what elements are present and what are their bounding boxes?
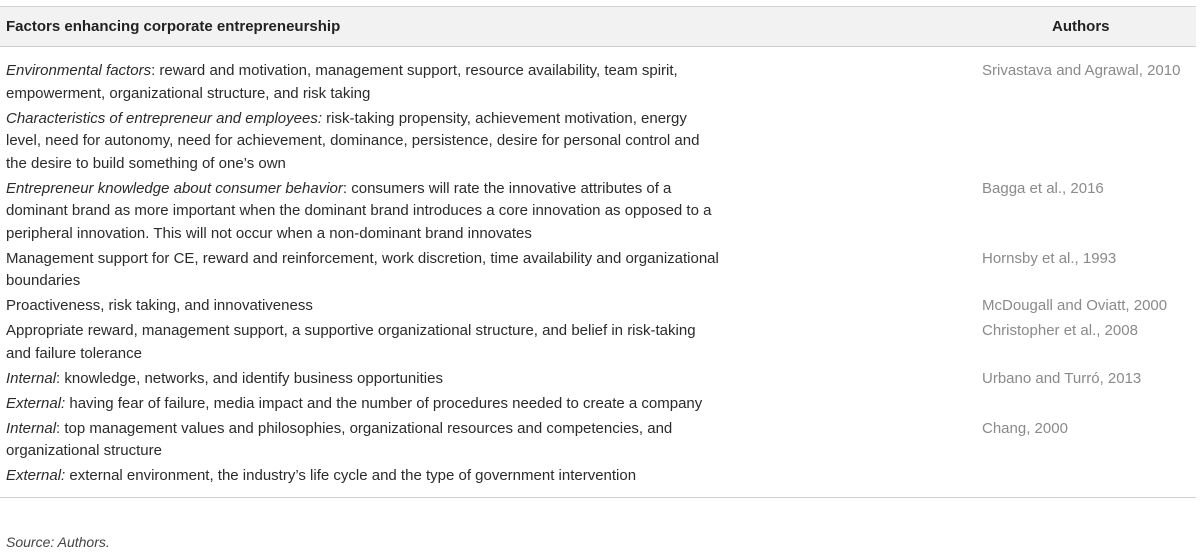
factor-cell	[6, 320, 722, 368]
factor-text: consumers will rate the innovative attributes of a dominant brand as more important when the dominant brand introduces a core innovation as opposed to a peripheral innovation. This will not occur when a non-dominant brand innovates	[6, 179, 712, 242]
table-row	[0, 248, 1196, 296]
table-header	[0, 7, 1196, 47]
factor-cell	[6, 393, 722, 418]
factor-category-label: Internal	[6, 419, 57, 437]
factor-text: Proactiveness, risk taking, and innovativeness	[6, 297, 313, 314]
table-source-note: Source: Authors.	[6, 534, 110, 550]
factor-text: reward and motivation, management support, resource availability, team spirit, empowerment, organizational structure, and risk taking	[6, 62, 678, 102]
factor-cell	[6, 418, 722, 466]
column-header-factors: Factors enhancing corporate entrepreneurship	[6, 18, 341, 35]
factor-text: having fear of failure, media impact and the number of procedures needed to create a company	[69, 394, 703, 412]
factor-category-label: Environmental factors	[6, 62, 152, 79]
factor-cell	[6, 295, 722, 320]
table-row	[0, 418, 1196, 466]
factor-category-label: External:	[6, 394, 66, 412]
author-cell: Bagga et al., 2016	[982, 179, 1104, 197]
factor-category-label: External:	[6, 467, 66, 484]
factor-cell	[6, 178, 722, 248]
factor-category-label: Characteristics of entrepreneur and employees:	[6, 109, 322, 127]
factor-category-label: Entrepreneur knowledge about consumer behavior	[6, 179, 343, 197]
table-row	[0, 60, 1196, 108]
author-cell: Chang, 2000	[982, 419, 1068, 437]
column-header-authors: Authors	[1052, 18, 1110, 35]
factor-separator: :	[342, 179, 352, 197]
author-cell: Hornsby et al., 1993	[982, 249, 1117, 267]
factors-table	[0, 6, 1196, 498]
factor-cell	[6, 108, 722, 178]
factor-cell	[6, 368, 722, 393]
factor-text: top management values and philosophies, organizational resources and competencies, and organizational structure	[6, 419, 673, 459]
table-row	[0, 320, 1196, 368]
factor-cell	[6, 60, 722, 108]
author-cell: McDougall and Oviatt, 2000	[982, 297, 1168, 314]
factor-separator: :	[56, 419, 65, 437]
author-cell: Srivastava and Agrawal, 2010	[982, 62, 1181, 79]
author-cell: Christopher et al., 2008	[982, 322, 1138, 339]
factor-text: external environment, the industry’s life cycle and the type of government intervention	[69, 467, 637, 484]
table-row	[0, 295, 1196, 320]
table-body	[0, 47, 1196, 498]
factor-separator: :	[151, 62, 160, 79]
author-cell: Urbano and Turró, 2013	[982, 369, 1142, 387]
table-row	[0, 465, 1196, 490]
table-row	[0, 393, 1196, 418]
factor-text: Management support for CE, reward and reinforcement, work discretion, time availability and organizational boundaries	[6, 249, 719, 289]
factor-cell	[6, 465, 722, 490]
table-row	[0, 178, 1196, 248]
table-row	[0, 108, 1196, 178]
factor-text: Appropriate reward, management support, a supportive organizational structure, and belief in risk-taking and failure tolerance	[6, 322, 696, 362]
table-row	[0, 368, 1196, 393]
factor-text: knowledge, networks, and identify business opportunities	[64, 369, 443, 387]
factor-category-label: Internal	[6, 369, 57, 387]
factor-separator: :	[56, 369, 65, 387]
factor-cell	[6, 248, 722, 296]
factor-text: risk-taking propensity, achievement motivation, energy level, need for autonomy, need for achievement, dominance, persistence, desire for personal control and the desire to build something of one’s own	[6, 109, 700, 172]
